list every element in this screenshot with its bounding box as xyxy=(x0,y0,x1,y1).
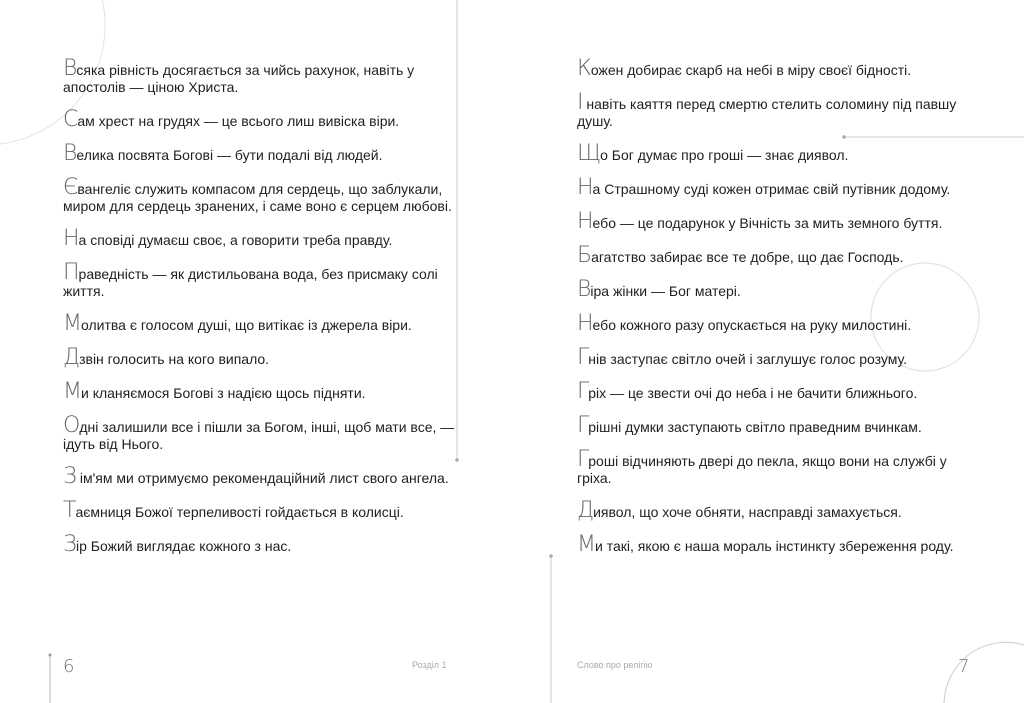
aphorism-text: рішні думки заступають світло праведним вчинкам. xyxy=(588,419,922,435)
decor-dot xyxy=(455,458,459,462)
aphorism-text: роші відчиняють двері до пекла, якщо вони на службі у гріха. xyxy=(577,453,947,486)
right-page-text xyxy=(577,56,969,572)
aphorism-text: олитва є голосом душі, що витікає із джерела віри. xyxy=(80,317,412,333)
drop-cap: М xyxy=(577,532,595,557)
drop-cap: Щ xyxy=(577,141,601,166)
running-head-left: Розділ 1 xyxy=(412,660,447,670)
aphorism xyxy=(577,532,969,557)
drop-cap: В xyxy=(577,277,591,302)
aphorism-text: ебо кожного разу опускається на руку милостині. xyxy=(592,317,912,333)
aphorism-text: ір Божий виглядає кожного з нас. xyxy=(76,538,292,554)
drop-cap: З xyxy=(63,464,76,489)
aphorism xyxy=(63,175,455,215)
drop-cap: Н xyxy=(577,209,593,234)
aphorism-text: а сповіді думаєш своє, а говорити треба правду. xyxy=(78,232,393,248)
decor-circle-page-number xyxy=(944,642,1024,703)
aphorism-text: агатство забирає все те добре, що дає Господь. xyxy=(591,249,904,265)
drop-cap: Д xyxy=(63,345,80,370)
aphorism xyxy=(577,141,969,166)
aphorism xyxy=(577,447,969,487)
drop-cap: Д xyxy=(577,498,594,523)
aphorism-text: вангеліє служить компасом для сердець, що заблукали, миром для сердець зранених, і саме воно є серцем любові. xyxy=(63,181,452,214)
drop-cap: Н xyxy=(63,226,79,251)
drop-cap: Г xyxy=(577,345,589,370)
left-page-text xyxy=(63,56,455,572)
aphorism xyxy=(577,175,969,200)
aphorism-text: звін голосить на кого випало. xyxy=(79,351,270,367)
aphorism xyxy=(63,141,455,166)
aphorism xyxy=(63,464,455,489)
aphorism-text: ожен добирає скарб на небі в міру своєї бідності. xyxy=(590,62,912,78)
aphorism-text: ебо — це подарунок у Вічність за мить земного буття. xyxy=(592,215,943,231)
drop-cap: Є xyxy=(63,175,78,200)
running-head-right: Слово про релігію xyxy=(577,660,653,670)
drop-cap: М xyxy=(63,379,81,404)
aphorism xyxy=(63,532,455,557)
drop-cap: Н xyxy=(577,175,593,200)
drop-cap: П xyxy=(63,260,79,285)
aphorism xyxy=(577,379,969,404)
aphorism xyxy=(577,498,969,523)
aphorism xyxy=(63,226,455,251)
aphorism xyxy=(577,345,969,370)
drop-cap: Б xyxy=(577,243,592,268)
aphorism-text: навіть каяття перед смертю стелить соломину під павшу душу. xyxy=(577,96,957,129)
aphorism xyxy=(577,311,969,336)
aphorism-text: и такі, якою є наша мораль інстинкту збереження роду. xyxy=(594,538,954,554)
page-number-left: 6 xyxy=(63,656,75,677)
aphorism xyxy=(63,107,455,132)
aphorism xyxy=(577,413,969,438)
drop-cap: О xyxy=(63,413,80,438)
drop-cap: М xyxy=(63,311,81,336)
aphorism xyxy=(577,209,969,234)
aphorism-text: дні залишили все і пішли за Богом, інші, щоб мати все, — ідуть від Нього. xyxy=(63,419,455,452)
aphorism-text: ам хрест на грудях — це всього лиш вивіска віри. xyxy=(77,113,400,129)
aphorism-text: ім'ям ми отримуємо рекомендаційний лист свого ангела. xyxy=(76,470,449,486)
aphorism xyxy=(63,260,455,300)
aphorism-text: сяка рівність досягається за чийсь рахунок, навіть у апостолів — ціною Христа. xyxy=(63,62,415,95)
aphorism-text: и кланяємося Богові з надією щось підняти. xyxy=(80,385,366,401)
drop-cap: С xyxy=(63,107,78,132)
aphorism-text: елика посвята Богові — бути подалі від людей. xyxy=(76,147,383,163)
aphorism xyxy=(63,498,455,523)
aphorism xyxy=(63,311,455,336)
aphorism-text: аємниця Божої терпеливості гойдається в колисці. xyxy=(75,504,404,520)
aphorism-text: іра жінки — Бог матері. xyxy=(590,283,741,299)
aphorism-text: ріх — це звести очі до неба і не бачити ближнього. xyxy=(588,385,918,401)
drop-cap: В xyxy=(63,141,77,166)
aphorism xyxy=(63,413,455,453)
drop-cap: Г xyxy=(577,447,589,472)
drop-cap: Н xyxy=(577,311,593,336)
aphorism xyxy=(577,90,969,130)
aphorism-text: раведність — як дистильована вода, без присмаку солі життя. xyxy=(63,266,438,299)
aphorism-text: а Страшному суді кожен отримає свій путівник додому. xyxy=(592,181,951,197)
drop-cap: К xyxy=(577,56,591,81)
drop-cap: З xyxy=(63,532,76,557)
drop-cap: Т xyxy=(63,498,76,523)
aphorism xyxy=(577,277,969,302)
page-number-right: 7 xyxy=(958,656,970,677)
aphorism xyxy=(63,56,455,96)
aphorism-text: иявол, що хоче обняти, насправді замахується. xyxy=(593,504,902,520)
aphorism-text: о Бог думає про гроші — знає диявол. xyxy=(600,147,849,163)
decor-dot xyxy=(549,554,553,558)
aphorism xyxy=(577,243,969,268)
decor-dot xyxy=(49,654,52,657)
aphorism-text: нів заступає світло очей і заглушує голос розуму. xyxy=(588,351,908,367)
aphorism xyxy=(63,379,455,404)
drop-cap: В xyxy=(63,56,77,81)
drop-cap: І xyxy=(577,90,583,115)
drop-cap: Г xyxy=(577,413,589,438)
aphorism xyxy=(577,56,969,81)
aphorism xyxy=(63,345,455,370)
drop-cap: Г xyxy=(577,379,589,404)
